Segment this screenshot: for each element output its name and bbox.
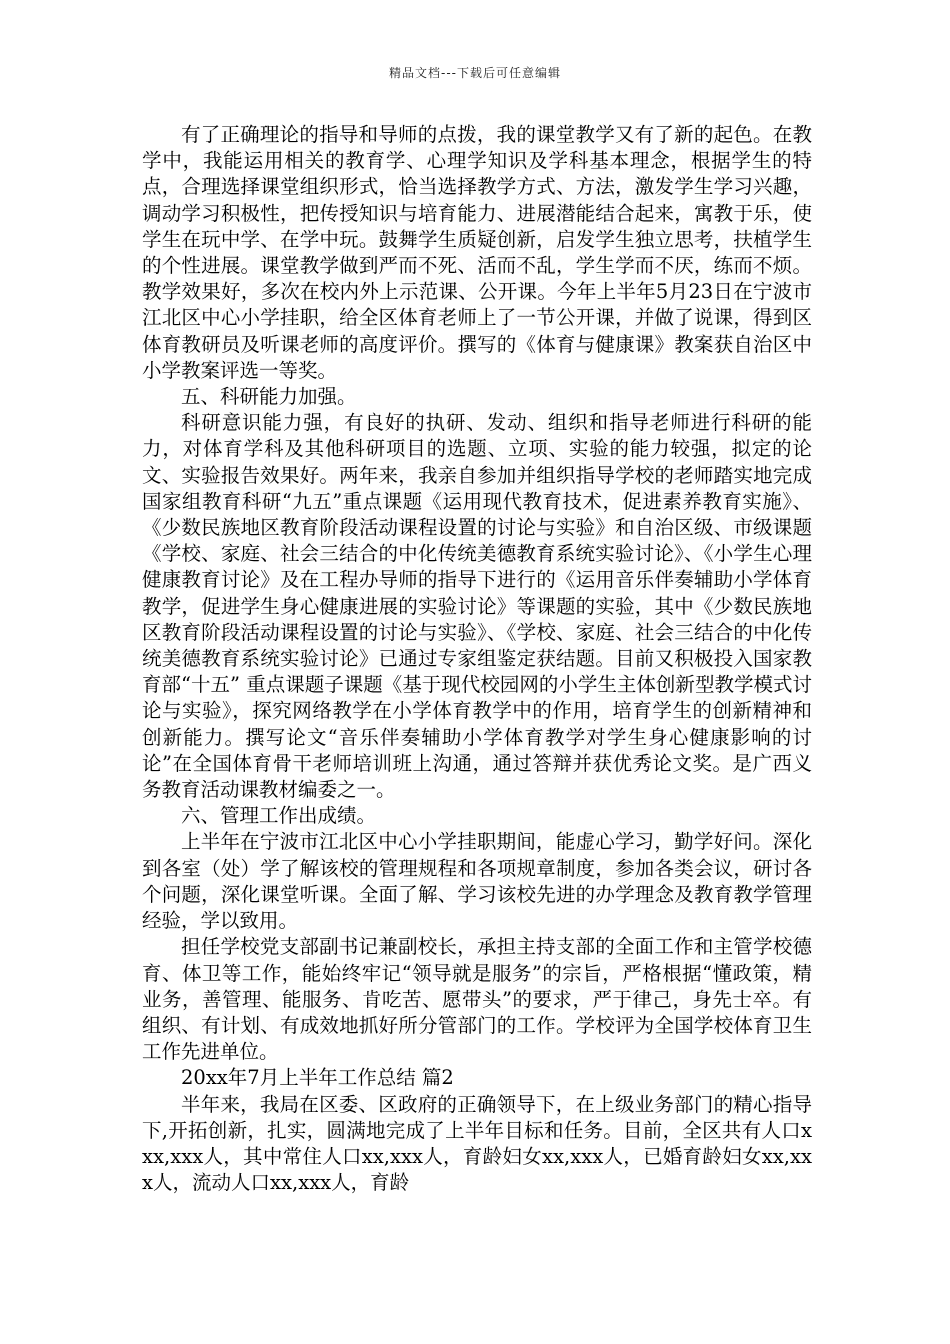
paragraph-management-study: 上半年在宁波市江北区中心小学挂职期间，能虚心学习，勤学好问。深化到各室（处）学了解该校的管理规程和各项规章制度，参加各类会议，研讨各个问题，深化课堂听课。全面了解、学习该校先进的办学理念及教育教学管理经验，学以致用。 [142,830,812,933]
paragraph-teaching: 有了正确理论的指导和导师的点拨，我的课堂教学又有了新的起色。在教学中，我能运用相关的教育学、心理学知识及学科基本理念，根据学生的特点，合理选择课堂组织形式，恰当选择教学方式、方法，激发学生学习兴趣，调动学习积极性，把传授知识与培育能力、进展潜能结合起来，寓教于乐，使学生在玩中学、在学中玩。鼓舞学生质疑创新，启发学生独立思考，扶植学生的个性进展。课堂教学做到严而不死、活而不乱，学生学而不厌，练而不烦。教学效果好，多次在校内外上示范课、公开课。今年上半年5月23日在宁波市江北区中心小学挂职，给全区体育老师上了一节公开课，并做了说课，得到区体育教研员及听课老师的高度评价。撰写的《体育与健康课》教案获自治区中小学教案评选一等奖。 [142,123,812,382]
paragraph-research: 科研意识能力强，有良好的执研、发动、组织和指导老师进行科研的能力，对体育学科及其他科研项目的选题、立项、实验的能力较强，拟定的论文、实验报告效果好。两年来，我亲自参加并组织指导学校的老师踏实地完成国家组教育科研“九五”重点课题《运用现代教育技术，促进素养教育实施》、《少数民族地区教育阶段活动课程设置的讨论与实验》和自治区级、市级课题《学校、家庭、社会三结合的中化传统美德教育系统实验讨论》、《小学生心理健康教育讨论》及在工程办导师的指导下进行的《运用音乐伴奏辅助小学体育教学，促进学生身心健康进展的实验讨论》等课题的实验，其中《少数民族地区教育阶段活动课程设置的讨论与实验》、《学校、家庭、社会三结合的中化传统美德教育系统实验讨论》已通过专家组鉴定获结题。目前又积极投入国家教育部“十五” 重点课题子课题《基于现代校园网的小学生主体创新型教学模式讨论与实验》，探究网络教学在小学体育教学中的作用，培育学生的创新精神和创新能力。撰写论文“音乐伴奏辅助小学体育教学对学生身心健康影响的讨论”在全国体育骨干老师培训班上沟通，通过答辩并获优秀论文奖。是广西义务教育活动课教材编委之一。 [142,411,812,802]
paragraph-management-duties: 担任学校党支部副书记兼副校长，承担主持支部的全面工作和主管学校德育、体卫等工作，能始终牢记“领导就是服务”的宗旨，严格根据“懂政策，精业务，善管理、能服务、肯吃苦、愿带头”的要求，严于律己，身先士卒。有组织、有计划、有成效地抓好所分管部门的工作。学校评为全国学校体育卫生工作先进单位。 [142,935,812,1064]
section-heading-management: 六、管理工作出成绩。 [181,804,377,828]
section-heading-part2: 20xx年7月上半年工作总结 篇2 [181,1066,454,1090]
paragraph-part2-intro: 半年来，我局在区委、区政府的正确领导下，在上级业务部门的精心指导下,开拓创新，扎实，圆满地完成了上半年目标和任务。目前，全区共有人口xxx,xxx人，其中常住人口xx,xxx人，育龄妇女xx,xxx人，已婚育龄妇女xx,xxx人，流动人口xx,xxx人，育龄 [142,1092,812,1195]
section-heading-research: 五、科研能力加强。 [181,385,357,409]
page-header: 精品文档---下载后可任意编辑 [389,66,561,80]
document-body [142,122,812,1196]
